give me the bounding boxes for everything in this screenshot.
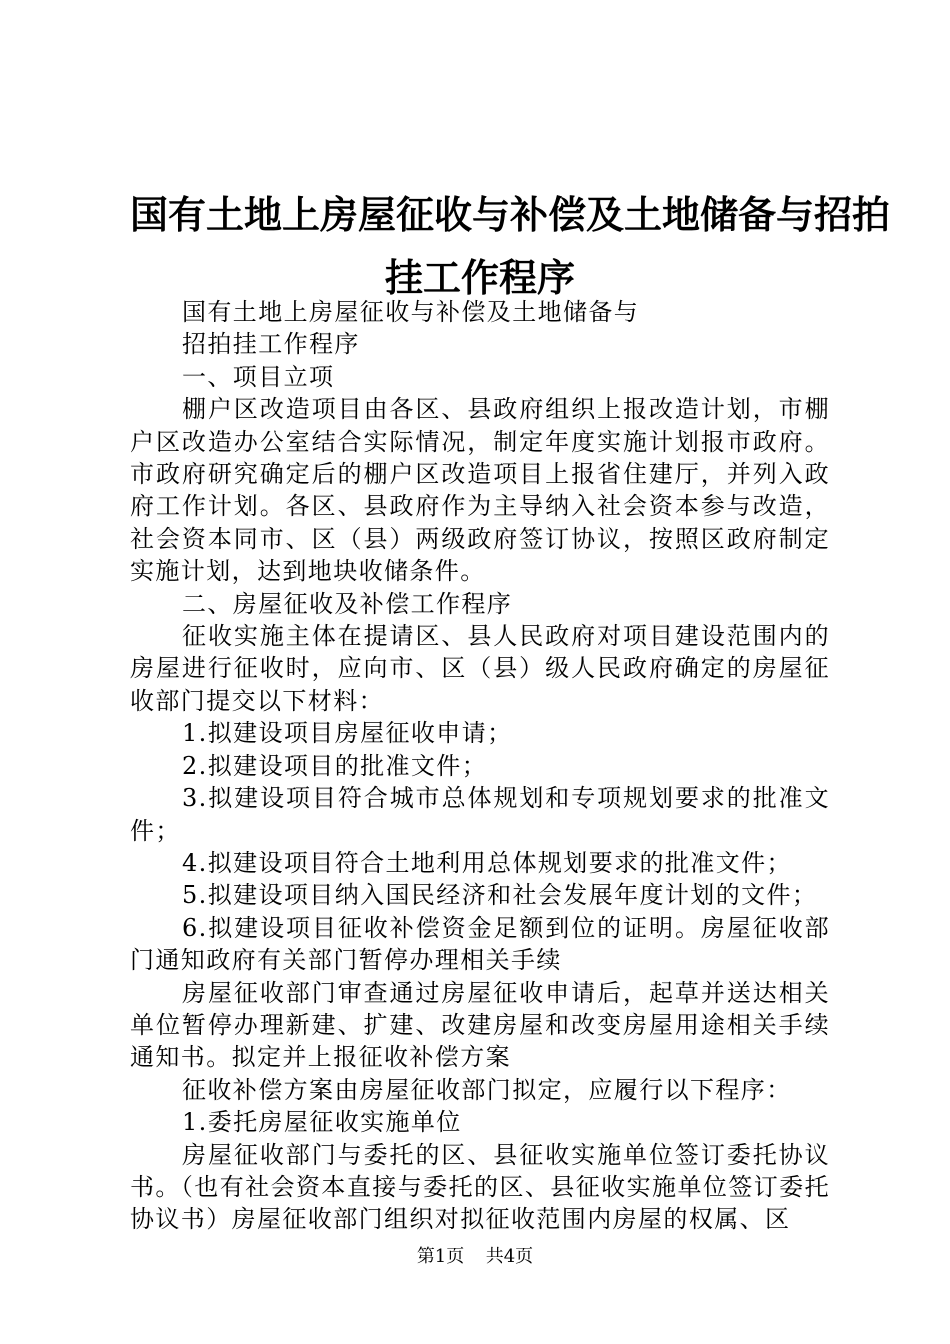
- list-item: 1.委托房屋征收实施单位: [182, 1108, 462, 1137]
- document-body: [130, 296, 830, 1236]
- title-line: 挂工作程序: [384, 256, 575, 300]
- list-item: 6.拟建设项目征收补偿资金足额到位的证明。房屋征收部门通知政府有关部门暂停办理相关手续: [130, 913, 830, 975]
- list-item: 4.拟建设项目符合土地利用总体规划要求的批准文件；: [182, 848, 792, 877]
- list-item: 3.拟建设项目符合城市总体规划和专项规划要求的批准文件；: [130, 784, 830, 845]
- document-title: [130, 184, 891, 310]
- paragraph: 棚户区改造项目由各区、县政府组织上报改造计划，市棚户区改造办公室结合实际情况，制定年度实施计划报市政府。市政府研究确定后的棚户区改造项目上报省住建厅，并列入政府工作计划。各区、县政府作为主导纳入社会资本参与改造，社会资本同市、区（县）两级政府签订协议，按照区政府制定实施计划，达到地块收储条件。: [130, 395, 830, 586]
- page-total: 共4页: [485, 1246, 534, 1267]
- paragraph: 征收实施主体在提请区、县人民政府对项目建设范围内的房屋进行征收时，应向市、区（县）级人民政府确定的房屋征收部门提交以下材料：: [130, 622, 830, 715]
- paragraph: 房屋征收部门审查通过房屋征收申请后，起草并送达相关单位暂停办理新建、扩建、改建房屋和改变房屋用途相关手续通知书。拟定并上报征收补偿方案: [130, 978, 830, 1072]
- subtitle-line: 国有土地上房屋征收与补偿及土地储备与: [182, 298, 640, 326]
- list-item: 5.拟建设项目纳入国民经济和社会发展年度计划的文件；: [182, 881, 818, 910]
- list-item: 1.拟建设项目房屋征收申请；: [182, 719, 513, 748]
- paragraph: 征收补偿方案由房屋征收部门拟定，应履行以下程序：: [182, 1075, 792, 1104]
- page-footer: [0, 1245, 950, 1269]
- page-number: 第1页: [416, 1246, 465, 1267]
- section-heading: 一、项目立项: [182, 362, 335, 391]
- subtitle-line: 招拍挂工作程序: [182, 330, 360, 359]
- title-line: 国有土地上房屋征收与补偿及土地储备与招拍: [130, 193, 891, 237]
- section-heading: 二、房屋征收及补偿工作程序: [182, 589, 513, 618]
- list-item: 2.拟建设项目的批准文件；: [182, 751, 488, 780]
- paragraph: 房屋征收部门与委托的区、县征收实施单位签订委托协议书。（也有社会资本直接与委托的区、县征收实施单位签订委托协议书）房屋征收部门组织对拟征收范围内房屋的权属、区: [130, 1140, 830, 1234]
